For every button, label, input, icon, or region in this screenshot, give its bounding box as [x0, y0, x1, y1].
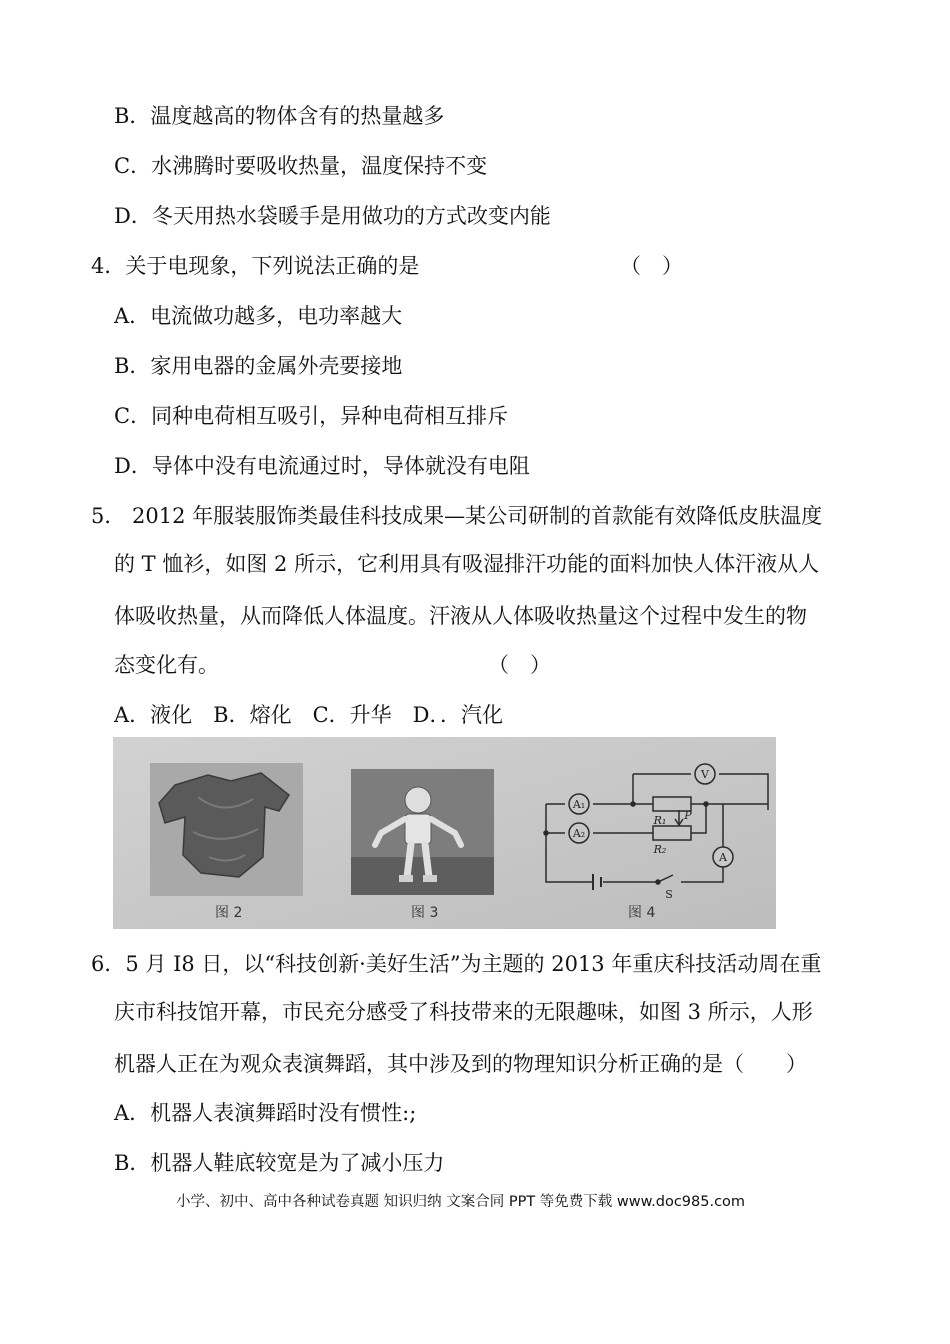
voltmeter-label: V	[701, 768, 709, 781]
switch-label: S	[665, 888, 673, 901]
q5-options: A．液化 B．熔化 C．升华 D．．汽化	[114, 703, 504, 727]
q5-line-3: 体吸收热量，从而降低人体温度。汗液从人体吸收热量这个过程中发生的物	[114, 604, 807, 628]
fig2-label: 图 2	[215, 905, 243, 921]
tshirt-figure	[150, 763, 303, 896]
q4-option-a: A．电流做功越多，电功率越大	[114, 304, 403, 328]
robot-figure	[351, 769, 494, 895]
q4-option-d: D．导体中没有电流通过时，导体就没有电阻	[114, 454, 530, 478]
page-footer: 小学、初中、高中各种试卷真题 知识归纳 文案合同 PPT 等免费下载 www.doc985.com	[176, 1194, 746, 1210]
figures-drawing	[113, 737, 776, 929]
q3-option-d: D．冬天用热水袋暖手是用做功的方式改变内能	[114, 204, 551, 228]
q4-option-c: C．同种电荷相互吸引，异种电荷相互排斥	[114, 404, 509, 428]
q5-bracket: （ ）	[488, 653, 551, 677]
q6-line-1: 6．5 月 I8 日，以“科技创新·美好生活”为主题的 2013 年重庆科技活动周在重	[91, 952, 822, 976]
ammeter-a1-label: A₁	[572, 798, 586, 811]
r2-label: R₂	[653, 843, 667, 856]
figures-photo	[113, 737, 776, 929]
fig4-label: 图 4	[628, 905, 656, 921]
q5-line-1: 5． 2012 年服装服饰类最佳科技成果—某公司研制的首款能有效降低皮肤温度	[91, 504, 823, 528]
q4-option-b: B．家用电器的金属外壳要接地	[114, 354, 403, 378]
q4-stem: 4．关于电现象，下列说法正确的是	[91, 254, 420, 278]
q4-bracket: （ ）	[620, 254, 683, 278]
slider-label: P	[684, 809, 692, 822]
ammeter-a2-label: A₂	[572, 827, 586, 840]
q3-option-b: B．温度越高的物体含有的热量越多	[114, 104, 445, 128]
r1-label: R₁	[653, 814, 667, 827]
q6-line-3: 机器人正在为观众表演舞蹈，其中涉及到的物理知识分析正确的是（ ）	[114, 1052, 807, 1076]
ammeter-a-label: A	[719, 851, 727, 864]
q5-line-4: 态变化有。	[114, 653, 219, 677]
q6-option-b: B．机器人鞋底较宽是为了减小压力	[114, 1151, 445, 1175]
q3-option-c: C．水沸腾时要吸收热量，温度保持不变	[114, 154, 488, 178]
q5-line-2: 的 T 恤衫，如图 2 所示，它利用具有吸湿排汗功能的面料加快人体汗液从人	[114, 552, 820, 576]
q6-line-2: 庆市科技馆开幕，市民充分感受了科技带来的无限趣味，如图 3 所示，人形	[114, 1000, 813, 1024]
q6-option-a: A．机器人表演舞蹈时没有惯性:;	[114, 1101, 417, 1125]
fig3-label: 图 3	[411, 905, 439, 921]
